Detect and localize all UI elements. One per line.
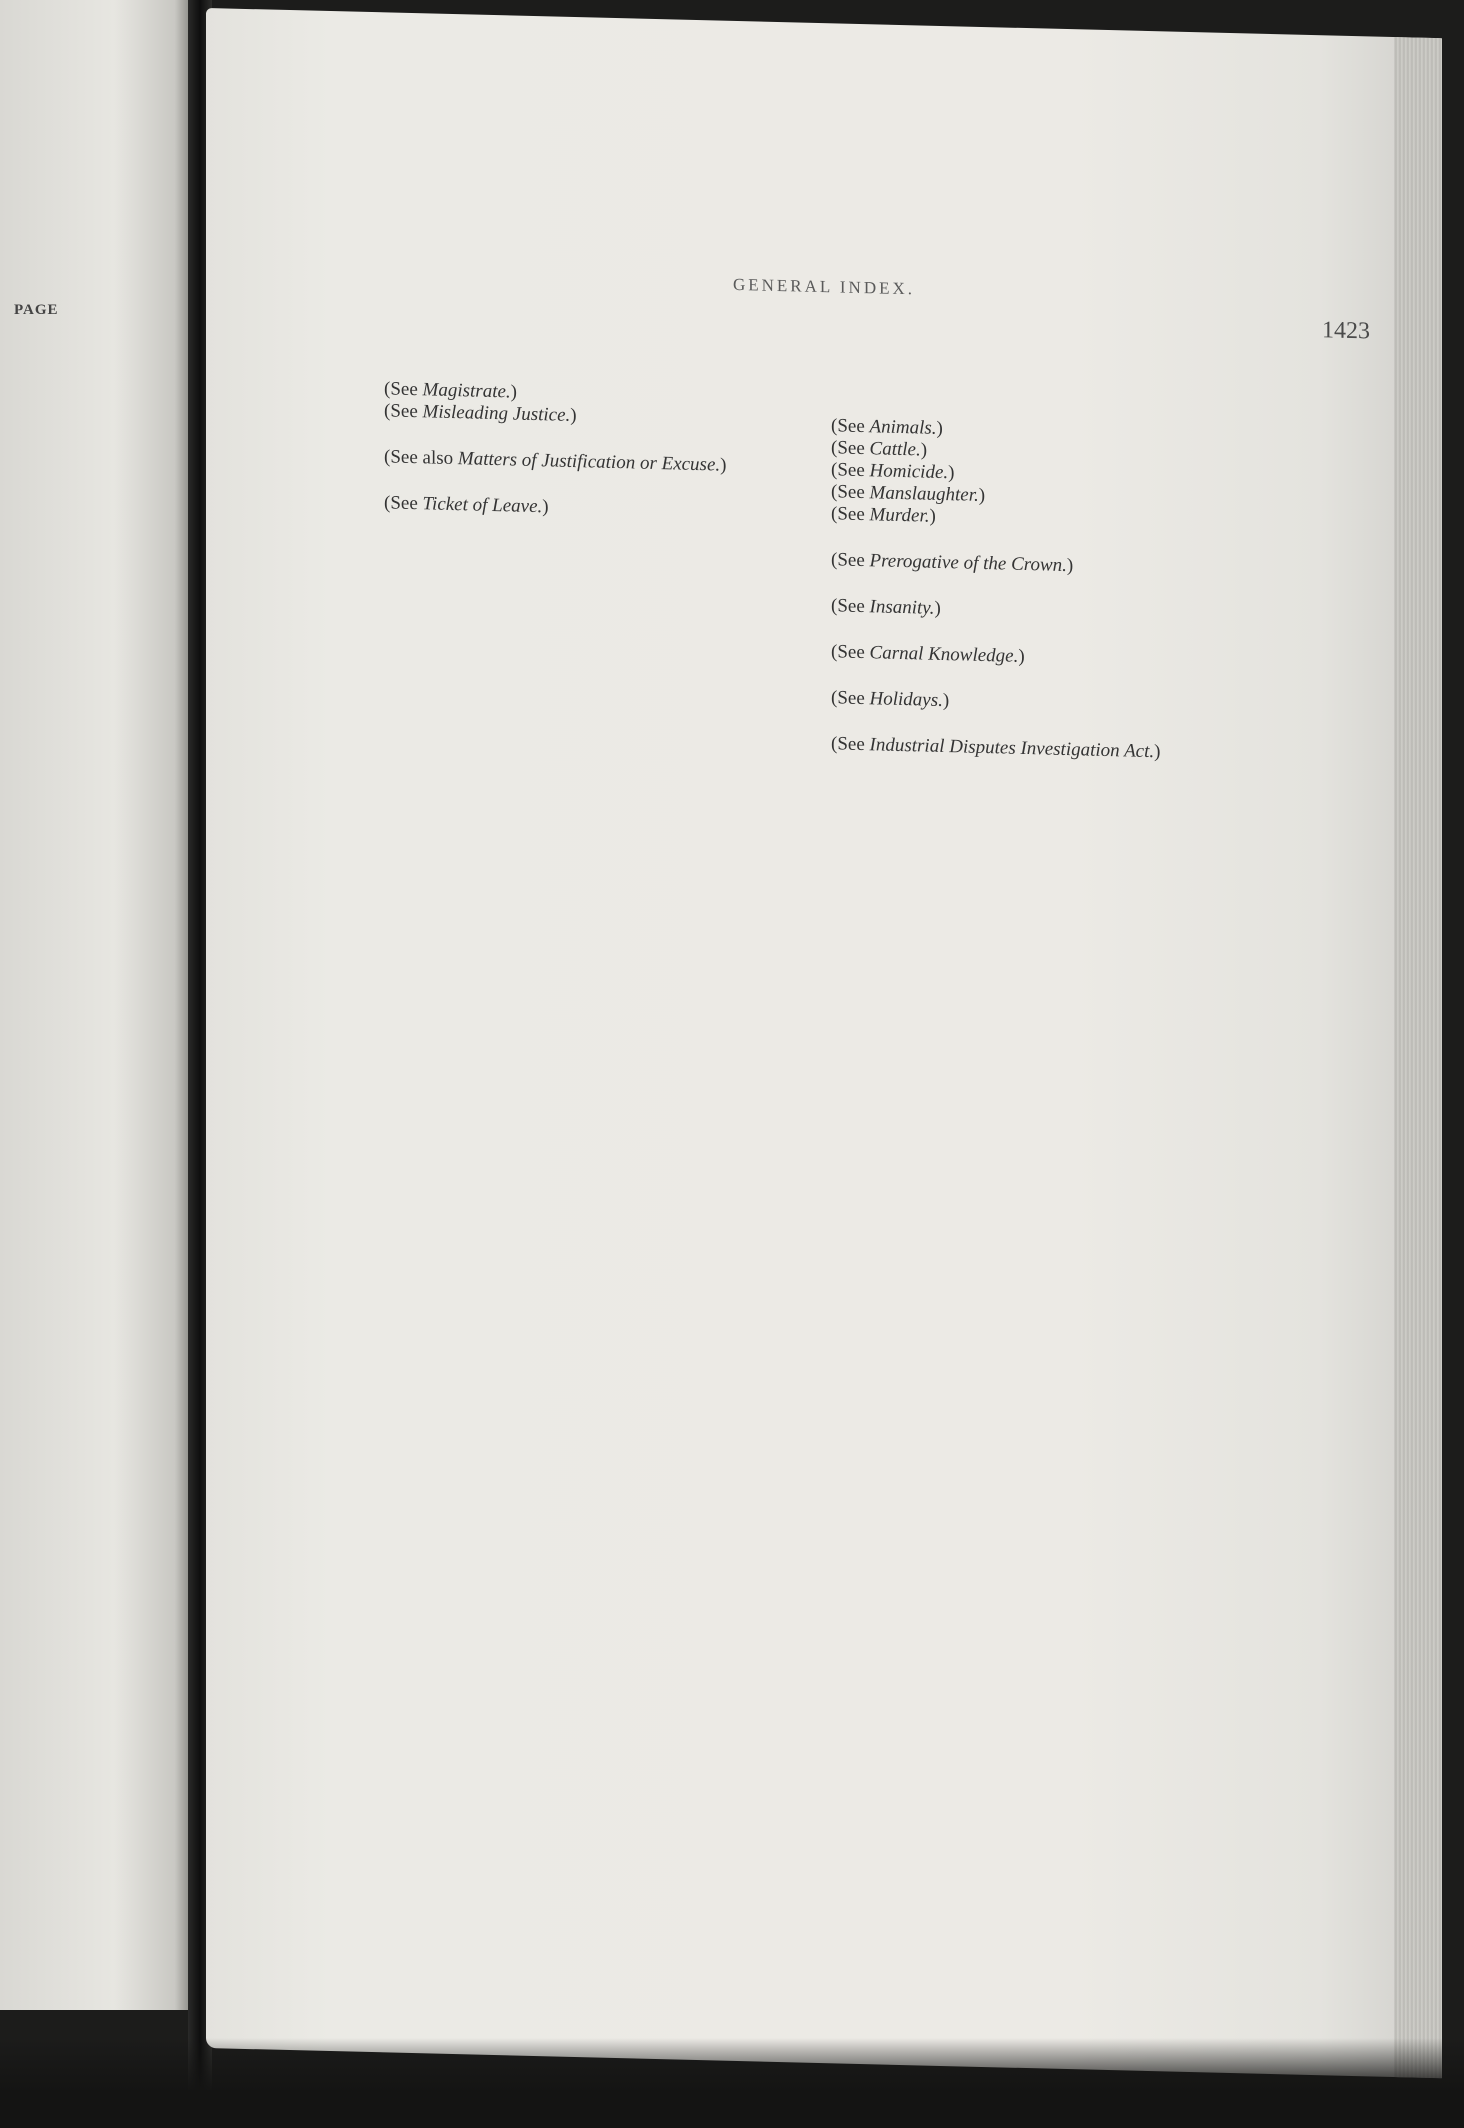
index-entry <box>314 491 744 524</box>
cross-reference-text: ) <box>978 484 986 507</box>
index-entry <box>761 778 1191 789</box>
cross-reference-target: Matters of Justification or Excuse. <box>457 448 721 476</box>
cross-reference-text: ) <box>936 417 943 440</box>
column-page-label-row <box>761 366 1191 401</box>
cross-reference-text: ) <box>1066 555 1074 577</box>
cross-reference-text: ) <box>570 404 577 427</box>
index-entry <box>314 445 744 478</box>
cross-reference-text: ) <box>1018 645 1025 668</box>
cross-reference-text: ) <box>510 381 517 403</box>
cross-reference-target: Magistrate. <box>422 379 511 403</box>
cross-reference-text: (See <box>384 492 423 515</box>
cross-reference-text: (See also <box>384 446 458 470</box>
page-number: 1423 <box>1322 317 1370 345</box>
cross-reference <box>761 640 1191 673</box>
index-entry <box>761 414 1191 535</box>
cross-reference-target: Animals. <box>869 416 937 439</box>
cross-reference-target: Industrial Disputes Investigation Act. <box>869 734 1155 763</box>
column-1-entries <box>314 329 744 524</box>
column-page-label-row <box>314 329 744 364</box>
cross-reference-target: Ticket of Leave. <box>422 493 543 518</box>
index-column-1 <box>314 329 744 548</box>
sub-entry <box>761 778 1191 789</box>
cross-reference-text: ) <box>934 597 941 619</box>
cross-reference-text: ) <box>1154 741 1161 763</box>
cross-reference-target: Misleading Justice. <box>422 401 571 426</box>
cross-reference <box>761 594 1191 627</box>
left-page-header: PAGE <box>14 302 59 318</box>
index-entry <box>761 548 1191 581</box>
cross-reference-target: Manslaughter. <box>869 482 979 506</box>
cross-reference-text: (See <box>384 378 423 401</box>
cross-reference-text: (See <box>831 641 870 664</box>
sub-entry <box>761 778 1191 789</box>
cross-reference-text: (See <box>831 595 870 618</box>
index-page <box>206 8 1442 2078</box>
cross-reference-text: ) <box>929 505 936 527</box>
sub-entry <box>314 537 744 548</box>
cross-reference-target: Prerogative of the Crown. <box>869 550 1067 577</box>
cross-reference <box>761 548 1191 581</box>
cross-reference-text: (See <box>384 400 423 423</box>
cross-reference <box>761 686 1191 719</box>
cross-reference-target: Holidays. <box>869 688 943 712</box>
cross-reference-text: (See <box>831 459 870 482</box>
cross-reference-target: Murder. <box>869 504 930 527</box>
cross-reference-target: Carnal Knowledge. <box>869 642 1019 667</box>
column-2-entries <box>761 366 1191 765</box>
cross-reference <box>761 732 1191 765</box>
cross-reference <box>314 491 744 524</box>
cross-reference-target: Cattle. <box>869 438 921 461</box>
facing-page-left <box>0 0 190 2010</box>
cross-reference-text: (See <box>831 687 870 710</box>
index-entry <box>761 778 1191 789</box>
cross-reference <box>314 445 744 478</box>
running-head: GENERAL INDEX. <box>732 274 916 299</box>
entry-heading <box>761 778 1191 789</box>
sub-entry <box>761 778 1191 789</box>
sub-entry <box>761 778 1191 789</box>
index-entry <box>761 640 1191 673</box>
sub-entry <box>314 537 744 548</box>
cross-reference-text: ) <box>720 454 727 476</box>
cross-reference-text: (See <box>831 481 870 504</box>
cross-reference-text: (See <box>831 415 870 438</box>
index-entry <box>761 686 1191 719</box>
index-column-2 <box>761 366 1191 789</box>
cross-reference-text: ) <box>948 462 955 484</box>
cross-reference-text: ) <box>942 690 950 712</box>
index-entry <box>314 377 744 432</box>
sub-entry <box>314 537 744 548</box>
cross-reference-target: Homicide. <box>869 460 949 484</box>
cross-reference-target: Insanity. <box>869 596 935 619</box>
binding-shadow <box>0 2038 1464 2128</box>
cross-reference-text: ) <box>542 496 549 518</box>
entry-heading <box>761 778 1191 789</box>
cross-reference-text: (See <box>831 733 870 756</box>
cross-reference-text: ) <box>920 439 928 461</box>
index-entry <box>761 732 1191 765</box>
index-entry <box>761 594 1191 627</box>
page-edge <box>1394 37 1442 2078</box>
cross-reference-text: (See <box>831 437 870 460</box>
sub-entry <box>761 778 1191 789</box>
index-entry <box>314 537 744 548</box>
cross-reference-text: (See <box>831 549 870 572</box>
sub-entry <box>761 778 1191 789</box>
cross-reference-text: (See <box>831 503 870 526</box>
